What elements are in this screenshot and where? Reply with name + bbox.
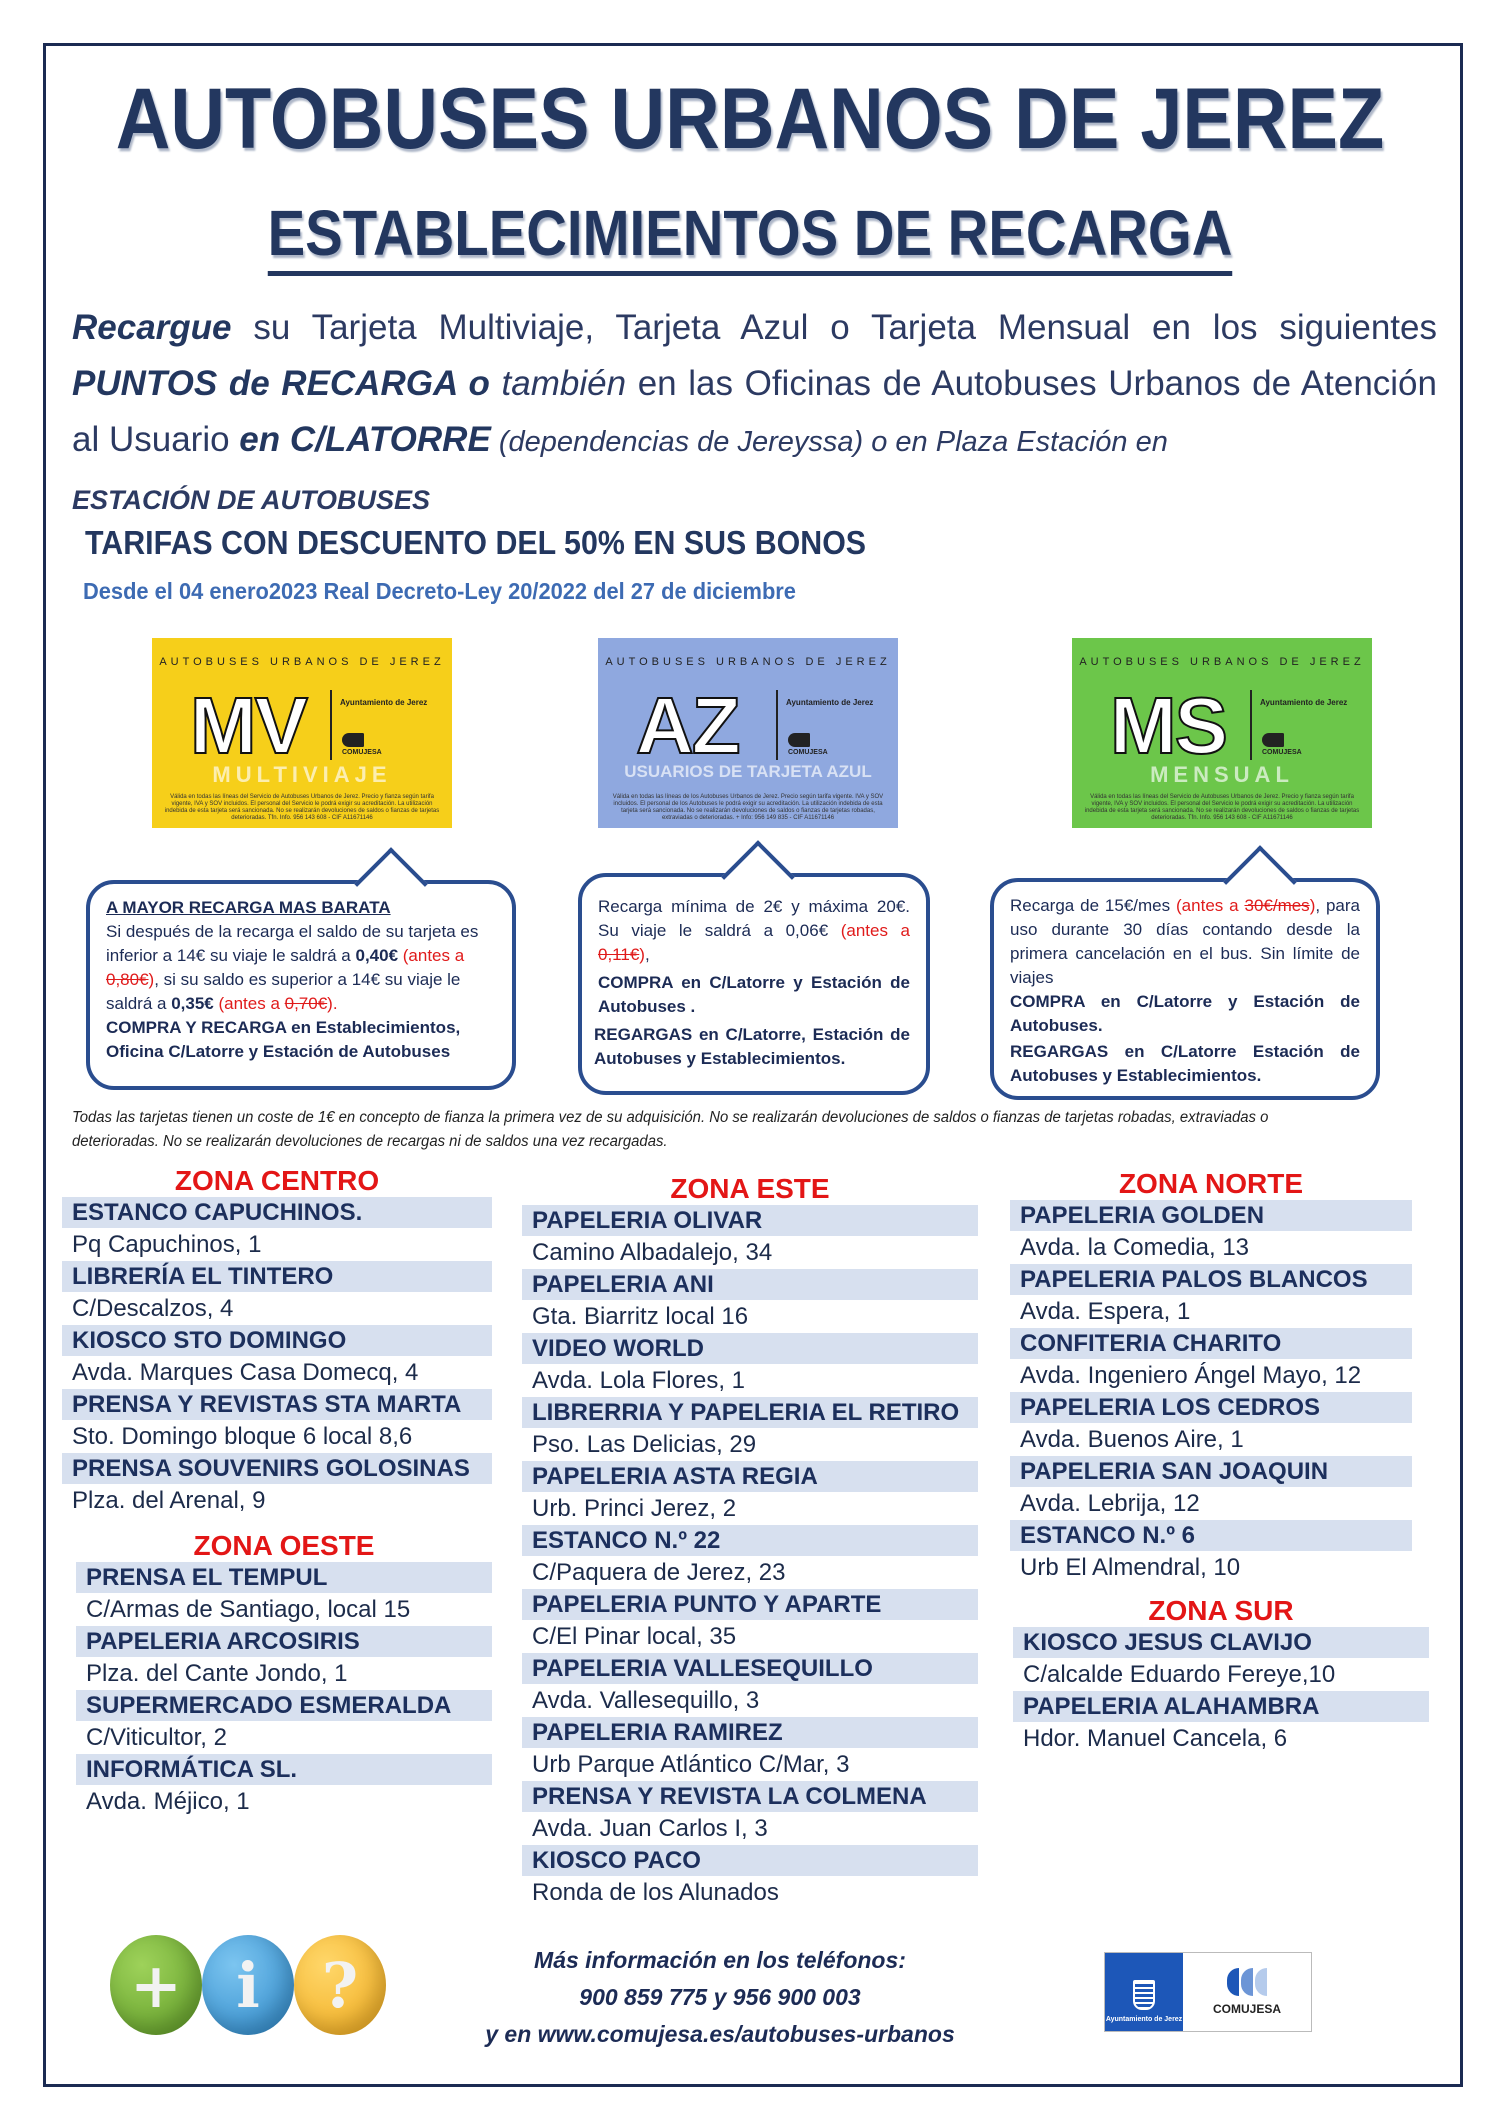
establishment-name: KIOSCO PACO [522, 1845, 978, 1876]
establishment-address: Avda. Ingeniero Ángel Mayo, 12 [1020, 1362, 1362, 1389]
page-title: AUTOBUSES URBANOS DE JEREZ [115, 71, 1385, 167]
establishment-name: PAPELERIA RAMIREZ [522, 1717, 978, 1748]
establishment-address: Avda. Espera, 1 [1020, 1298, 1191, 1325]
establishment-address: Camino Albadalejo, 34 [532, 1239, 773, 1266]
ayuntamiento-logo: Ayuntamiento de Jerez [1260, 698, 1348, 707]
comujesa-arcs-icon [1227, 1968, 1267, 1996]
comujesa-logo: COMUJESA [342, 733, 382, 756]
establishment-address: Avda. Marques Casa Domecq, 4 [72, 1359, 419, 1386]
info-bubble-azul: Recarga mínima de 2€ y máxima 20€. Su viaje le saldrá a 0,06€ (antes a 0,11€), COMPRA en C/Latorre y Estación de Autobuses . REGARGAS en C/Latorre, Estación de Autobuses y Establecimientos. [578, 873, 930, 1095]
establishment-name: LIBRERRIA Y PAPELERIA EL RETIRO [522, 1397, 978, 1428]
card-multiviaje: AUTOBUSES URBANOS DE JEREZ MV Ayuntamiento de Jerez COMUJESA MULTIVIAJE Válida en todas las líneas del Servicio de Autobuses Urbanos de Jerez. Precio y fianza según tarifa vigente, IVA y SOV incluidos. El personal del Servicio le podrá exigir su acreditación. La utilización indebida de esta tarjeta será sancionada. No se realizarán devoluciones de saldos o fianzas de tarjetas deterioradas. Tfn. Info. 956 143 608 - CIF A11671146 [152, 638, 452, 828]
establishment-address: Avda. Buenos Aire, 1 [1020, 1426, 1244, 1453]
establishment-name: PRENSA Y REVISTA LA COLMENA [522, 1781, 978, 1812]
establishment-address: Gta. Biarritz local 16 [532, 1303, 749, 1330]
decreto-note: Desde el 04 enero2023 Real Decreto-Ley 20/2022 del 27 de diciembre [83, 578, 796, 604]
establishment-name: PAPELERIA GOLDEN [1010, 1200, 1412, 1231]
establishment-address: Avda. la Comedia, 13 [1020, 1234, 1250, 1261]
establishment-name: VIDEO WORLD [522, 1333, 978, 1364]
comujesa-logo: COMUJESA [788, 733, 828, 756]
establishment-address: Sto. Domingo bloque 6 local 8,6 [72, 1423, 413, 1450]
plus-icon: + [110, 1935, 202, 2035]
ayuntamiento-logo: Ayuntamiento de Jerez [340, 698, 428, 707]
comujesa-logo: COMUJESA [1183, 1953, 1311, 2031]
zone-oeste [76, 1530, 492, 1818]
website-link[interactable]: y en www.comujesa.es/autobuses-urbanos [485, 2021, 955, 2047]
contact-info: Más información en los teléfonos: 900 859 775 y 956 900 003 y en www.comujesa.es/autobuses-urbanos [440, 1942, 1000, 2053]
zone-title: ZONA ESTE [670, 1173, 830, 1204]
info-icon: i [202, 1935, 294, 2035]
establishment-address: Avda. Juan Carlos I, 3 [532, 1815, 768, 1842]
zone-centro [62, 1165, 492, 1517]
establishment-address: Plza. del Cante Jondo, 1 [86, 1660, 348, 1687]
intro-paragraph: Recargue su Tarjeta Multiviaje, Tarjeta Azul o Tarjeta Mensual en los siguientes PUNTOS de RECARGA o también en las Oficinas de Autobuses Urbanos de Atención al Usuario en C/LATORRE (dependencias de Jereyssa) o en Plaza Estación en ESTACIÓN DE AUTOBUSES [72, 308, 1437, 515]
establishment-name: INFORMÁTICA SL. [76, 1754, 492, 1785]
establishment-address: Urb El Almendral, 10 [1020, 1554, 1241, 1581]
establishment-name: PAPELERIA VALLESEQUILLO [522, 1653, 978, 1684]
page-subtitle: ESTABLECIMIENTOS DE RECARGA [90, 196, 1410, 270]
establishment-name: PAPELERIA ANI [522, 1269, 978, 1300]
establishment-name: KIOSCO JESUS CLAVIJO [1013, 1627, 1429, 1658]
establishment-address: Avda. Méjico, 1 [86, 1788, 250, 1815]
establishment-name: PAPELERIA ALAHAMBRA [1013, 1691, 1429, 1722]
establishment-name: PAPELERIA PUNTO Y APARTE [522, 1589, 978, 1620]
establishment-address: Avda. Vallesequillo, 3 [532, 1687, 760, 1714]
establishment-name: PRENSA Y REVISTAS STA MARTA [62, 1389, 492, 1420]
card-azul: AUTOBUSES URBANOS DE JEREZ AZ Ayuntamiento de Jerez COMUJESA USUARIOS DE TARJETA AZUL Válida en todas las líneas de los Autobuses Urbanos de Jerez. Precio según tarifa vigente. IVA y SOV incluidos. El personal de los Autobuses le podrá exigir su acreditación. La utilización indebida de esta tarjeta será sancionada. No se realizarán devoluciones de saldos o fianzas de tarjetas robadas, extraviadas o deterioradas. + Info: 956 149 835 - CIF A11671146 [598, 638, 898, 828]
establishment-name: PRENSA SOUVENIRS GOLOSINAS [62, 1453, 492, 1484]
establishment-address: C/Descalzos, 4 [72, 1295, 234, 1322]
establishment-address: C/El Pinar local, 35 [532, 1623, 737, 1650]
establishment-address: Urb. Princi Jerez, 2 [532, 1495, 737, 1522]
establishment-address: Pq Capuchinos, 1 [72, 1231, 262, 1258]
establishment-name: PAPELERIA OLIVAR [522, 1205, 978, 1236]
establishment-name: LIBRERÍA EL TINTERO [62, 1261, 492, 1292]
establishment-name: KIOSCO STO DOMINGO [62, 1325, 492, 1356]
zone-title: ZONA CENTRO [174, 1165, 380, 1196]
zone-title: ZONA NORTE [1118, 1168, 1304, 1199]
establishment-name: PRENSA EL TEMPUL [76, 1562, 492, 1593]
question-icon: ? [294, 1935, 386, 2035]
establishment-address: C/Armas de Santiago, local 15 [86, 1596, 411, 1623]
zone-title: ZONA OESTE [193, 1530, 375, 1561]
establishment-name: ESTANCO CAPUCHINOS. [62, 1197, 492, 1228]
ayuntamiento-logo: Ayuntamiento de Jerez [1105, 1953, 1183, 2031]
sponsor-logos [1104, 1952, 1312, 2032]
disclaimer-text: Todas las tarjetas tienen un coste de 1€ en concepto de fianza la primera vez de su adquisición. No se realizarán devoluciones de saldos o fianzas de tarjetas robadas, extraviadas o deterioradas. No se realizarán devoluciones de recargas ni de saldos una vez recargadas. [72, 1109, 1269, 1150]
establishment-name: ESTANCO N.º 6 [1010, 1520, 1412, 1551]
establishment-address: Hdor. Manuel Cancela, 6 [1023, 1725, 1288, 1752]
establishment-address: Avda. Lebrija, 12 [1020, 1490, 1200, 1517]
establishment-address: Plza. del Arenal, 9 [72, 1487, 266, 1514]
zone-norte [1010, 1168, 1412, 1584]
establishment-name: CONFITERIA CHARITO [1010, 1328, 1412, 1359]
establishment-name: PAPELERIA PALOS BLANCOS [1010, 1264, 1412, 1295]
tarifas-heading: TARIFAS CON DESCUENTO DEL 50% EN SUS BONOS [85, 524, 867, 561]
establishment-address: C/Paquera de Jerez, 23 [532, 1559, 786, 1586]
establishment-name: PAPELERIA LOS CEDROS [1010, 1392, 1412, 1423]
establishment-name: ESTANCO N.º 22 [522, 1525, 978, 1556]
zone-sur [1013, 1595, 1429, 1755]
establishment-name: PAPELERIA ARCOSIRIS [76, 1626, 492, 1657]
ayuntamiento-logo: Ayuntamiento de Jerez [786, 698, 874, 707]
help-icons [110, 1935, 410, 2045]
establishment-address: Urb Parque Atlántico C/Mar, 3 [532, 1751, 850, 1778]
establishment-address: Avda. Lola Flores, 1 [532, 1367, 746, 1394]
establishment-name: PAPELERIA SAN JOAQUIN [1010, 1456, 1412, 1487]
establishment-address: C/Viticultor, 2 [86, 1724, 227, 1751]
establishment-address: C/alcalde Eduardo Fereye,10 [1023, 1661, 1336, 1688]
establishment-name: PAPELERIA ASTA REGIA [522, 1461, 978, 1492]
establishment-name: SUPERMERCADO ESMERALDA [76, 1690, 492, 1721]
phone-numbers: 900 859 775 y 956 900 003 [579, 1984, 861, 2010]
zone-title: ZONA SUR [1148, 1595, 1294, 1626]
info-bubble-multiviaje: A MAYOR RECARGA MAS BARATA Si después de la recarga el saldo de su tarjeta es inferior a 14€ su viaje le saldrá a 0,40€ (antes a 0,80€), si su saldo es superior a 14€ su viaje le saldrá a 0,35€ (antes a 0,70€). COMPRA Y RECARGA en Establecimientos, Oficina C/Latorre y Estación de Autobuses [86, 880, 516, 1090]
establishment-address: Pso. Las Delicias, 29 [532, 1431, 757, 1458]
shield-icon [1133, 1980, 1155, 2010]
zone-este [522, 1173, 978, 1909]
info-bubble-mensual: Recarga de 15€/mes (antes a 30€/mes), para uso durante 30 días contando desde la primera cancelación en el bus. Sin límite de viajes COMPRA en C/Latorre y Estación de Autobuses. REGARGAS en C/Latorre Estación de Autobuses y Establecimientos. [990, 878, 1380, 1100]
establishment-address: Ronda de los Alunados [532, 1879, 779, 1906]
card-mensual: AUTOBUSES URBANOS DE JEREZ MS Ayuntamiento de Jerez COMUJESA MENSUAL Válida en todas las líneas del Servicio de Autobuses Urbanos de Jerez. Precio y fianza según tarifa vigente, IVA y SOV incluidos. El personal del Servicio le podrá exigir su acreditación. La utilización indebida de esta tarjeta será sancionada. No se realizarán devoluciones de saldos o fianzas de tarjetas deterioradas. Tfn. Info. 956 143 608 - CIF A11671146 [1072, 638, 1372, 828]
comujesa-logo: COMUJESA [1262, 733, 1302, 756]
